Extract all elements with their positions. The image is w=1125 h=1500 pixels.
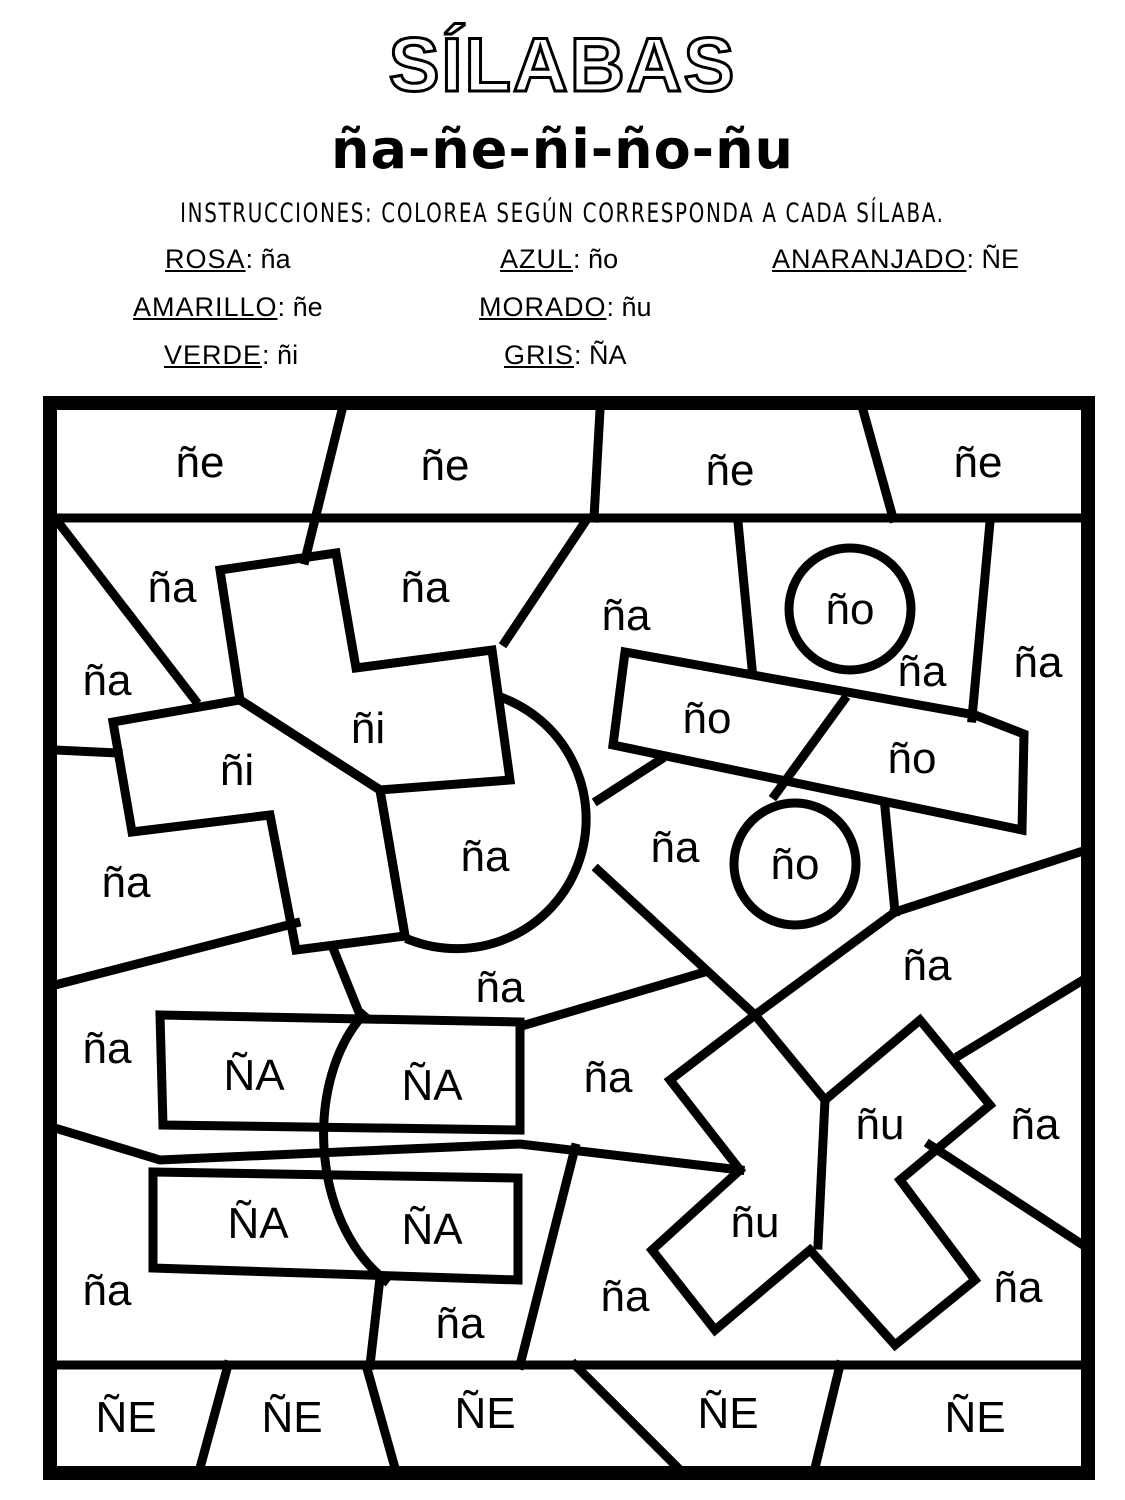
region-label: ñi: [219, 746, 255, 795]
legend-color-name: MORADO: [479, 292, 607, 322]
divider-line: [505, 522, 585, 642]
divider-line: [520, 1148, 575, 1365]
divider-line: [895, 851, 1083, 912]
legend-syllable: ÑA: [589, 340, 627, 370]
region-label: ña: [475, 963, 525, 1012]
region-label: ña: [993, 1263, 1043, 1312]
rect-shape-lower: [153, 1172, 518, 1280]
region-label: ña: [82, 1266, 132, 1315]
region-label: ño: [682, 694, 732, 743]
region-label: ña: [1013, 638, 1063, 687]
legend-item-morado: MORADO: ñu: [479, 292, 652, 322]
region-label: ÑA: [223, 1051, 285, 1100]
divider-line: [305, 410, 342, 560]
region-label: ñi: [350, 704, 386, 753]
legend-syllable: ÑE: [981, 244, 1020, 274]
legend-item-verde: VERDE: ñi: [164, 340, 299, 370]
divider-line: [818, 1100, 825, 1245]
region-label: ña: [650, 823, 700, 872]
syllables-subtitle: ña-ñe-ñi-ño-ñu: [331, 118, 794, 181]
region-label: ÑA: [401, 1205, 463, 1254]
region-label: ñu: [855, 1100, 905, 1149]
region-label: ña: [897, 647, 947, 696]
region-label: ña: [601, 591, 651, 640]
half-circle-arc: [410, 698, 586, 949]
divider-line: [738, 522, 752, 668]
region-label: ñe: [705, 446, 755, 495]
region-label: ÑE: [261, 1393, 323, 1442]
divider-line: [55, 750, 118, 753]
divider-line: [366, 1365, 395, 1468]
region-label: ÑE: [454, 1389, 516, 1438]
legend-syllable: ñu: [621, 292, 652, 322]
region-label: ñe: [175, 438, 225, 487]
cross-shape-upper: [220, 553, 510, 790]
divider-line: [575, 1365, 678, 1468]
legend-item-rosa: ROSA: ña: [165, 244, 291, 274]
divider-line: [200, 1365, 228, 1468]
divider-line: [594, 410, 600, 518]
region-label: ña: [82, 656, 132, 705]
region-label: ÑE: [697, 1389, 759, 1438]
region-label: ña: [902, 941, 952, 990]
instructions-text: INSTRUCCIONES: COLOREA SEGÚN CORRESPONDA A CADA SÍLABA.: [180, 198, 945, 229]
legend-color-name: GRIS: [504, 340, 575, 370]
divider-line: [333, 948, 360, 1015]
divider-line: [863, 410, 893, 518]
divider-line: [885, 808, 895, 912]
region-label: ñu: [730, 1198, 780, 1247]
region-label: ño: [887, 734, 937, 783]
region-label: ÑA: [401, 1061, 463, 1110]
legend-color-name: VERDE: [164, 340, 263, 370]
region-label: ña: [583, 1053, 633, 1102]
region-label: ña: [600, 1272, 650, 1321]
region-label: ÑE: [95, 1393, 157, 1442]
region-label: ña: [435, 1299, 485, 1348]
region-label: ño: [825, 585, 875, 634]
region-label: ÑE: [944, 1393, 1006, 1442]
legend-item-anaranjado: ANARANJADO: ÑE: [772, 244, 1020, 274]
worksheet-title: SÍLABAS: [0, 22, 1125, 109]
region-label: ñe: [420, 441, 470, 490]
legend-color-name: AZUL: [500, 244, 574, 274]
region-label: ña: [101, 858, 151, 907]
legend-syllable: ño: [588, 244, 619, 274]
rect-shape-upper: [160, 1015, 520, 1130]
divider-line: [525, 972, 705, 1025]
divider-line: [930, 1145, 1083, 1245]
divider-line: [815, 1365, 840, 1468]
region-label: ñe: [953, 438, 1003, 487]
divider-line: [370, 1278, 380, 1365]
legend-item-amarillo: AMARILLO: ñe: [133, 292, 323, 322]
region-label: ña: [147, 563, 197, 612]
legend-syllable: ñe: [292, 292, 323, 322]
region-label: ña: [400, 563, 450, 612]
legend-color-name: ANARANJADO: [772, 244, 967, 274]
region-label: ÑA: [227, 1199, 289, 1248]
divider-line: [598, 760, 660, 800]
divider-line: [972, 522, 990, 718]
legend-item-azul: AZUL: ño: [500, 244, 619, 274]
legend-color-name: AMARILLO: [133, 292, 278, 322]
divider-line: [55, 1128, 740, 1170]
legend-syllable: ñi: [277, 340, 299, 370]
legend-color-name: ROSA: [165, 244, 246, 274]
region-label: ña: [460, 832, 510, 881]
legend-item-gris: GRIS: ÑA: [504, 340, 627, 370]
region-label: ña: [1010, 1100, 1060, 1149]
legend-syllable: ña: [260, 244, 291, 274]
divider-line: [55, 923, 296, 985]
divider-line: [775, 700, 844, 795]
divider-line: [960, 980, 1083, 1055]
region-label: ña: [82, 1024, 132, 1073]
region-label: ño: [770, 840, 820, 889]
